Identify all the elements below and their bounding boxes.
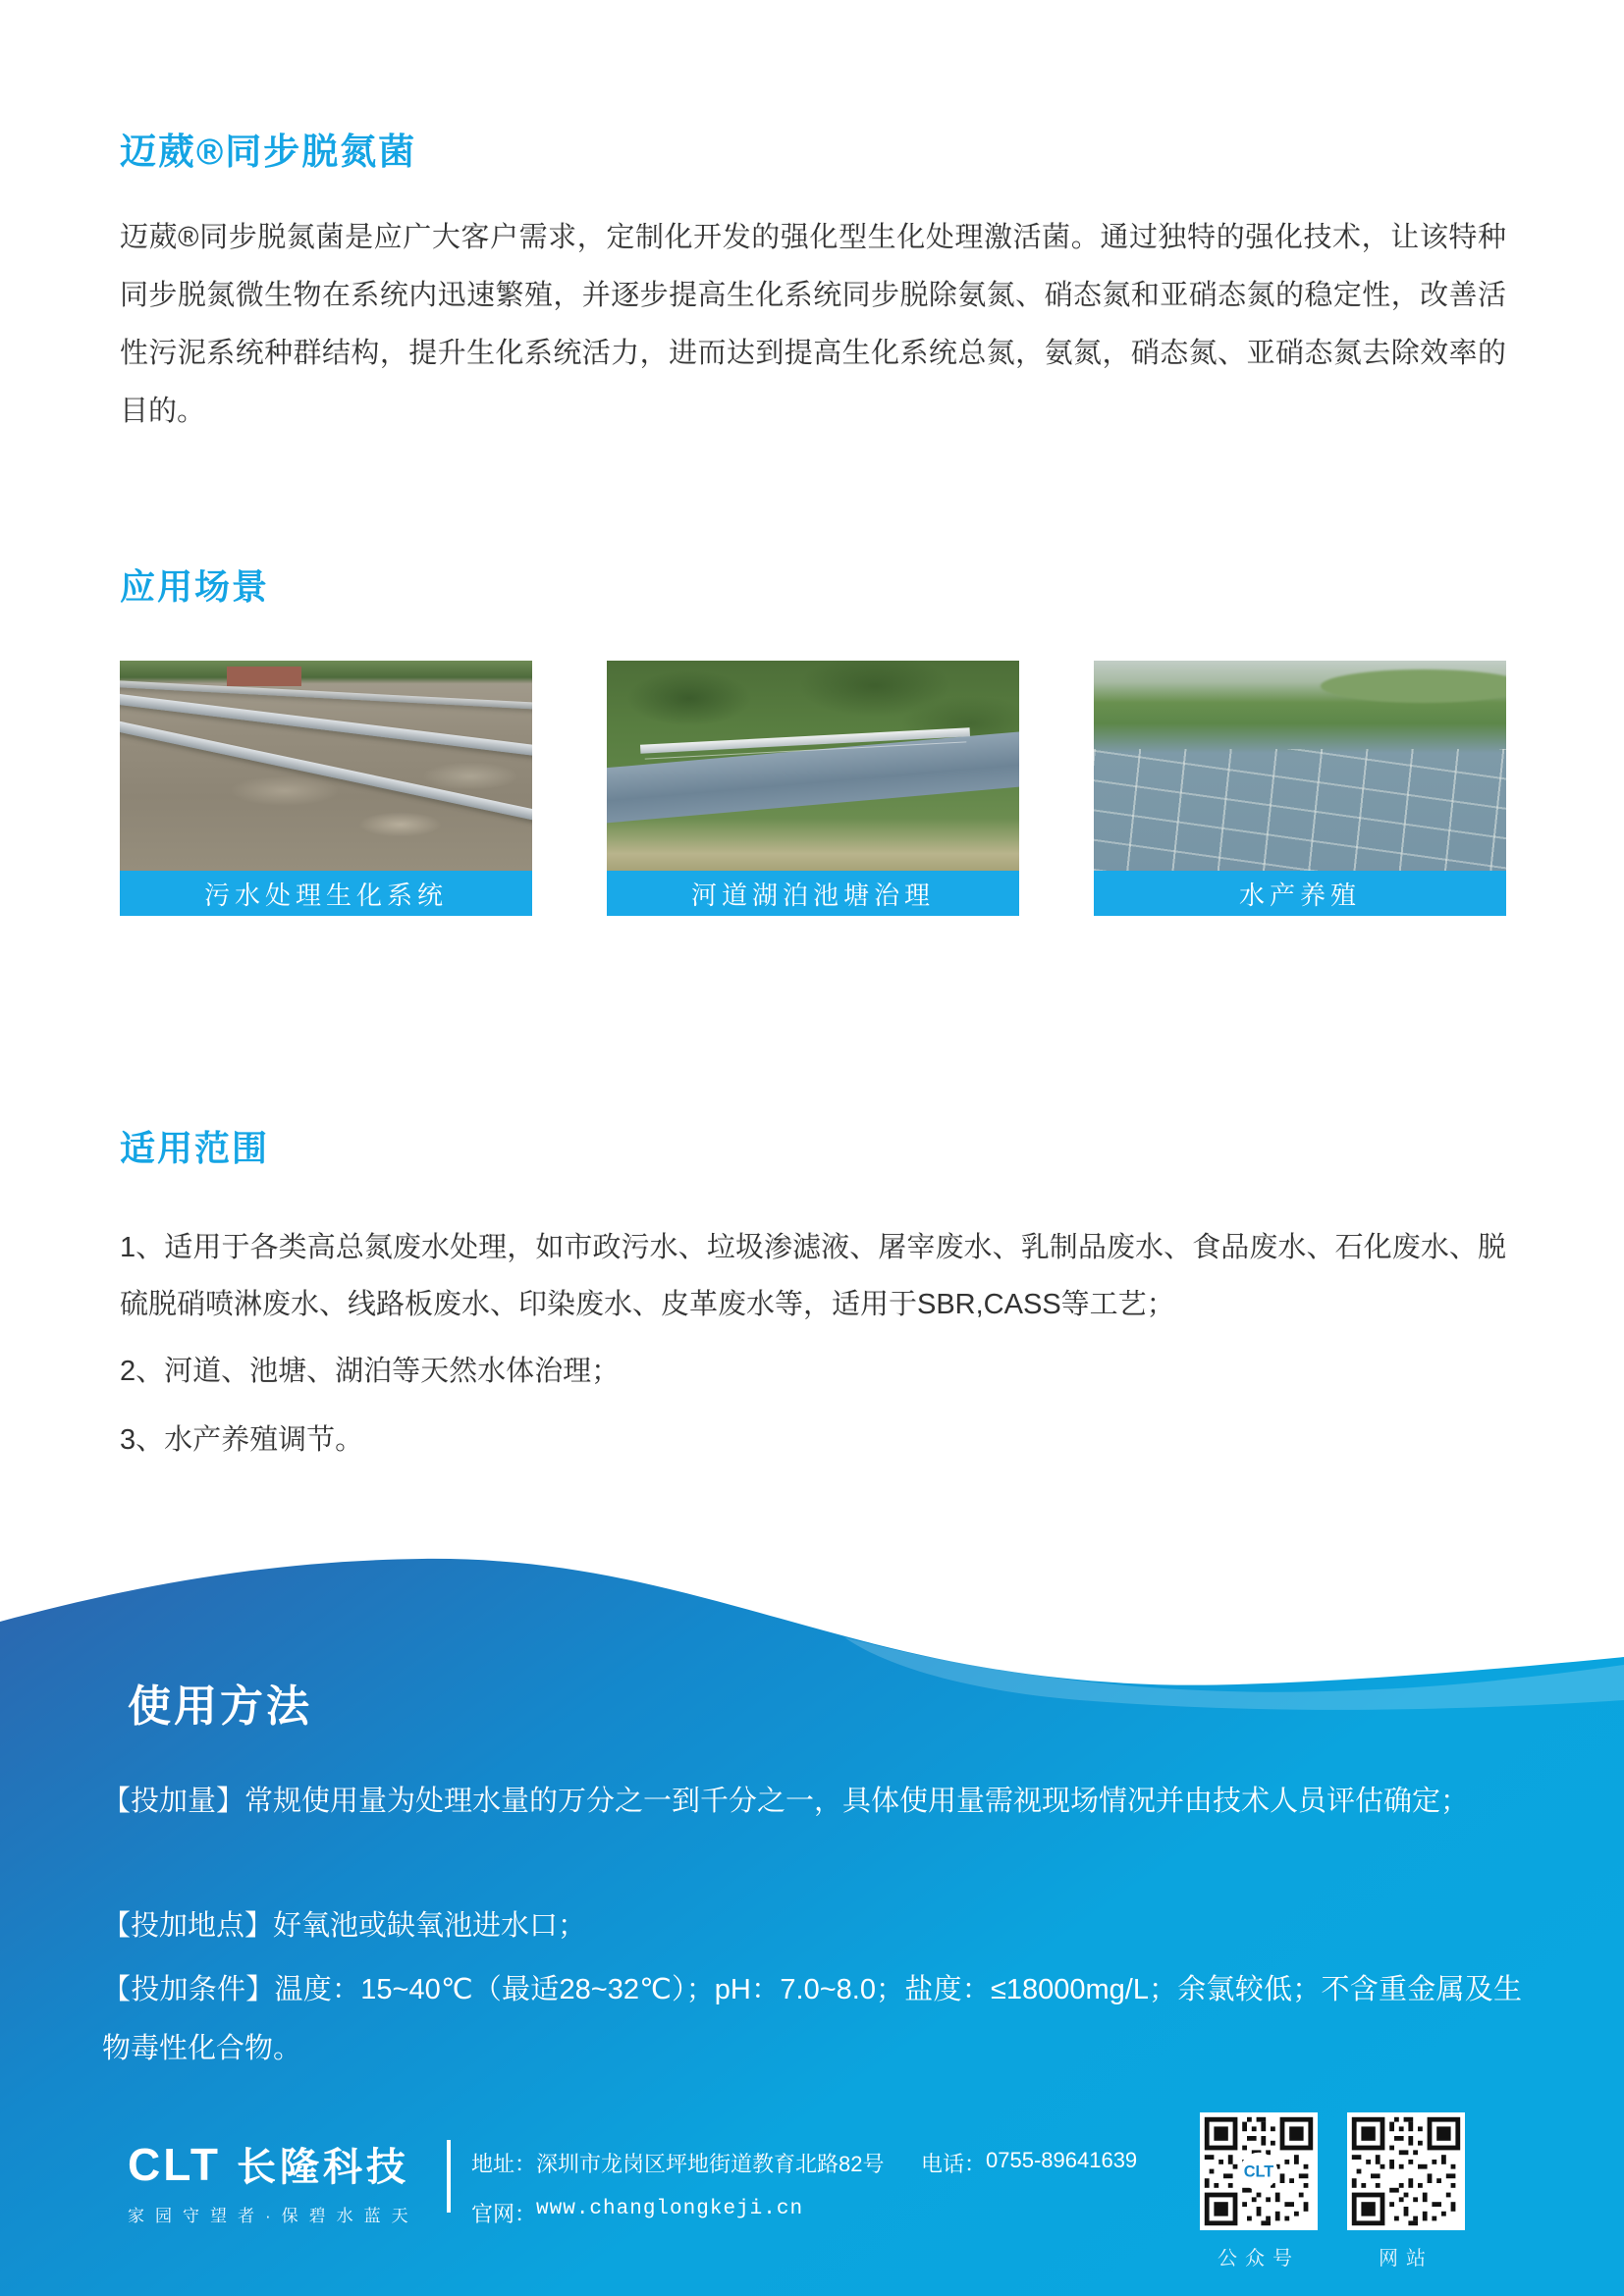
qr-label-website: 网站 xyxy=(1379,2248,1434,2269)
scenario-card-aquaculture xyxy=(1094,661,1506,916)
qr-image-wechat xyxy=(1200,2112,1318,2230)
photo-caption: 水产养殖 xyxy=(1094,871,1506,916)
section-heading-scope: 适用范围 xyxy=(120,1128,270,1168)
page-title: 迈葳®同步脱氮菌 xyxy=(120,132,417,172)
photo-sewage-treatment-plant xyxy=(120,661,532,871)
scope-list-item: 1、适用于各类高总氮废水处理，如市政污水、垃圾渗滤液、屠宰废水、乳制品废水、食品废水、石化废水、脱硫脱硝喷淋废水、线路板废水、印染废水、皮革废水等，适用于SBR,CASS等工艺； xyxy=(120,1232,1506,1320)
scenario-card-sewage xyxy=(120,661,532,916)
logo-company-name: 长隆科技 xyxy=(237,2146,410,2189)
qr-code-website xyxy=(1347,2112,1465,2270)
logo-acronym: CLT xyxy=(128,2139,222,2190)
scenario-card-river xyxy=(607,661,1019,916)
phone-value: 0755-89641639 xyxy=(986,2148,1138,2172)
photo-river-lake-pond xyxy=(607,661,1019,871)
usage-list-item: 【投加地点】好氧池或缺氧池进水口； xyxy=(102,1910,587,1942)
usage-list-item: 【投加量】常规使用量为处理水量的万分之一到千分之一，具体使用量需视现场情况并由技术人员评估确定； xyxy=(102,1786,1470,1817)
usage-wave-section xyxy=(0,1551,1624,2296)
scope-list-item: 3、水产养殖调节。 xyxy=(120,1424,364,1456)
phone-block xyxy=(921,2148,1137,2178)
qr-center-logo: CLT xyxy=(1243,2163,1274,2181)
product-description: 迈葳®同步脱氮菌是应广大客户需求，定制化开发的强化型生化处理激活菌。通过独特的强化技术，让该特种同步脱氮微生物在系统内迅速繁殖，并逐步提高生化系统同步脱除氨氮、硝态氮和亚硝态氮的稳定性，改善活性污泥系统种群结构，提升生化系统活力，进而达到提高生化系统总氮，氨氮，硝态氮、亚硝态氮去除效率的目的。 xyxy=(120,222,1506,427)
scenario-photo-row xyxy=(120,661,1506,916)
scope-list-item: 2、河道、池塘、湖泊等天然水体治理； xyxy=(120,1356,621,1387)
website-label: 官网： xyxy=(471,2202,537,2226)
pond-grid-texture xyxy=(1094,749,1506,871)
phone-label: 电话： xyxy=(921,2152,987,2176)
photo-aquaculture-ponds xyxy=(1094,661,1506,871)
footer-divider xyxy=(447,2140,451,2213)
qr-label-wechat: 公众号 xyxy=(1218,2248,1300,2269)
address-value: 深圳市龙岗区坪地街道教育北路82号 xyxy=(536,2152,885,2176)
logo-slogan: 家园守望者·保碧水蓝天 xyxy=(128,2207,419,2225)
hill-shape xyxy=(1321,669,1506,703)
address-label: 地址： xyxy=(471,2152,537,2176)
qr-code-wechat xyxy=(1200,2112,1318,2270)
website-value: www.changlongkeji.cn xyxy=(536,2198,804,2220)
usage-list-item: 【投加条件】温度：15~40℃（最适28~32℃）；pH：7.0~8.0；盐度：≤18000mg/L；余氯较低；不含重金属及生物毒性化合物。 xyxy=(102,1974,1522,2064)
qr-image-website xyxy=(1347,2112,1465,2230)
contact-block xyxy=(471,2148,885,2248)
section-heading-scenarios: 应用场景 xyxy=(120,566,270,607)
section-heading-usage: 使用方法 xyxy=(128,1682,312,1731)
photo-caption: 污水处理生化系统 xyxy=(120,871,532,916)
aeration-froth-texture xyxy=(120,661,532,871)
company-logo xyxy=(128,2136,419,2226)
photo-caption: 河道湖泊池塘治理 xyxy=(607,871,1019,916)
